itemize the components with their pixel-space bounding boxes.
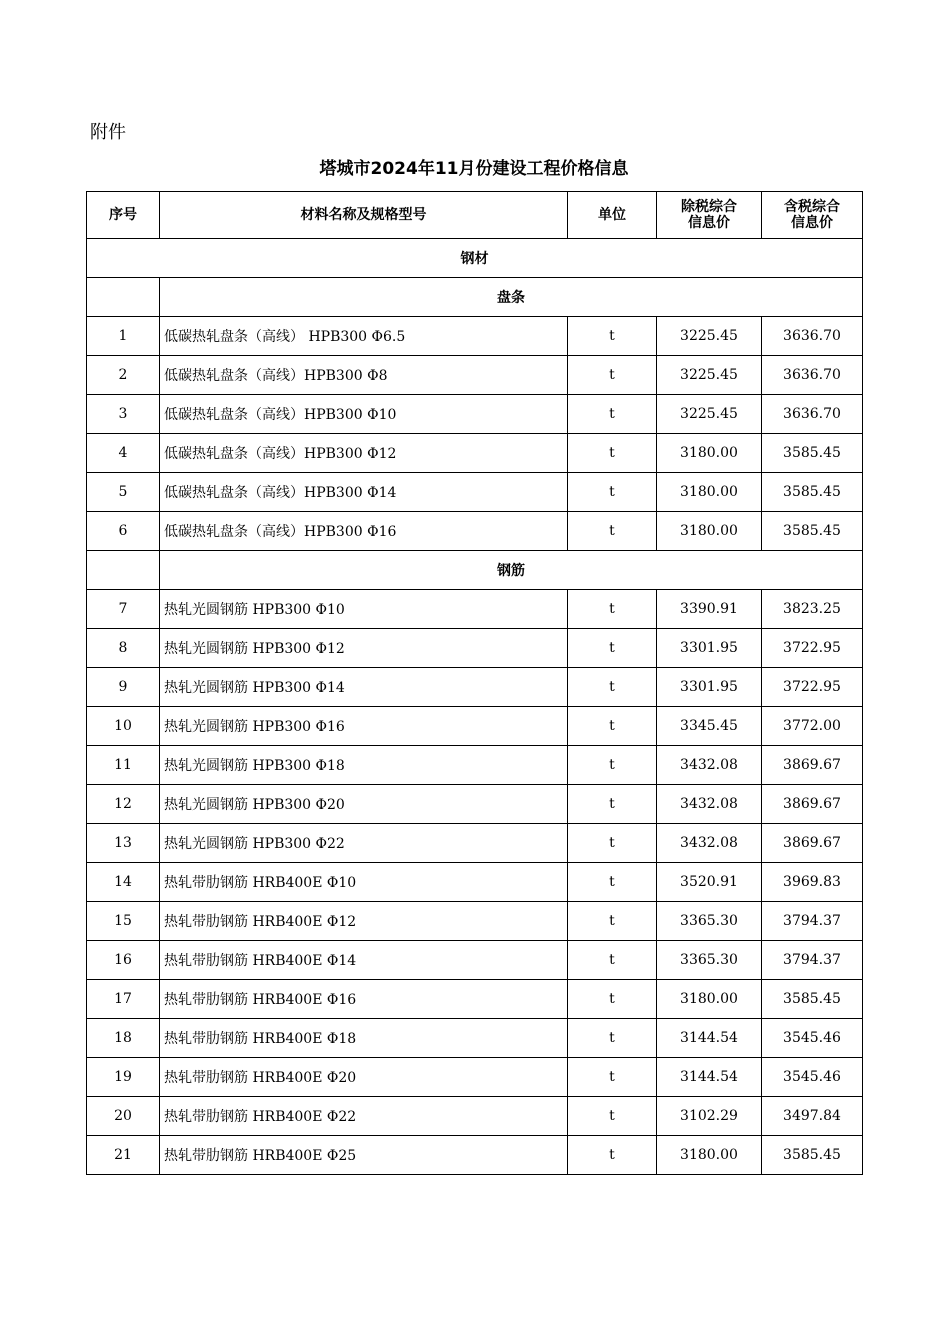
row-unit: t <box>568 1019 657 1058</box>
row-material-name: 热轧光圆钢筋 HPB300 Φ14 <box>160 668 568 707</box>
row-seq: 17 <box>87 980 160 1019</box>
header-incl-tax-price <box>762 192 863 239</box>
table-row <box>87 1136 863 1175</box>
row-seq: 12 <box>87 785 160 824</box>
row-excl-tax-price: 3225.45 <box>657 356 762 395</box>
row-material-name: 低碳热轧盘条（高线）HPB300 Φ12 <box>160 434 568 473</box>
group-row <box>87 551 863 590</box>
table-row <box>87 980 863 1019</box>
row-material-name: 热轧带肋钢筋 HRB400E Φ18 <box>160 1019 568 1058</box>
row-excl-tax-price: 3365.30 <box>657 941 762 980</box>
row-seq: 21 <box>87 1136 160 1175</box>
row-material-name: 低碳热轧盘条（高线） HPB300 Φ6.5 <box>160 317 568 356</box>
attachment-label: 附件 <box>90 122 126 143</box>
row-unit: t <box>568 434 657 473</box>
row-unit: t <box>568 824 657 863</box>
row-incl-tax-price: 3545.46 <box>762 1019 863 1058</box>
category-label: 钢材 <box>87 239 863 278</box>
row-seq: 9 <box>87 668 160 707</box>
table-row <box>87 434 863 473</box>
row-unit: t <box>568 746 657 785</box>
header-excl-tax-price <box>657 192 762 239</box>
row-incl-tax-price: 3585.45 <box>762 980 863 1019</box>
row-unit: t <box>568 629 657 668</box>
row-unit: t <box>568 941 657 980</box>
table-row <box>87 395 863 434</box>
row-incl-tax-price: 3545.46 <box>762 1058 863 1097</box>
table-row <box>87 707 863 746</box>
header-excl-tax-line1: 除税综合 <box>681 199 737 215</box>
row-material-name: 热轧带肋钢筋 HRB400E Φ14 <box>160 941 568 980</box>
table-row <box>87 785 863 824</box>
row-incl-tax-price: 3722.95 <box>762 629 863 668</box>
row-unit: t <box>568 356 657 395</box>
row-excl-tax-price: 3180.00 <box>657 512 762 551</box>
row-seq: 1 <box>87 317 160 356</box>
row-incl-tax-price: 3636.70 <box>762 356 863 395</box>
row-unit: t <box>568 473 657 512</box>
row-unit: t <box>568 863 657 902</box>
row-material-name: 热轧带肋钢筋 HRB400E Φ10 <box>160 863 568 902</box>
page-title: 塔城市2024年11月份建设工程价格信息 <box>319 159 629 179</box>
row-unit: t <box>568 668 657 707</box>
row-seq: 14 <box>87 863 160 902</box>
table-row <box>87 863 863 902</box>
row-unit: t <box>568 395 657 434</box>
row-incl-tax-price: 3869.67 <box>762 785 863 824</box>
row-seq: 8 <box>87 629 160 668</box>
row-excl-tax-price: 3102.29 <box>657 1097 762 1136</box>
table-row <box>87 668 863 707</box>
row-excl-tax-price: 3180.00 <box>657 434 762 473</box>
row-seq: 18 <box>87 1019 160 1058</box>
row-incl-tax-price: 3585.45 <box>762 512 863 551</box>
row-incl-tax-price: 3823.25 <box>762 590 863 629</box>
table-row <box>87 1058 863 1097</box>
header-incl-tax-line2: 信息价 <box>791 215 833 231</box>
row-seq: 2 <box>87 356 160 395</box>
row-seq: 13 <box>87 824 160 863</box>
row-excl-tax-price: 3301.95 <box>657 668 762 707</box>
row-excl-tax-price: 3225.45 <box>657 395 762 434</box>
table-header <box>87 192 863 239</box>
row-material-name: 热轧光圆钢筋 HPB300 Φ10 <box>160 590 568 629</box>
row-unit: t <box>568 512 657 551</box>
header-incl-tax-line1: 含税综合 <box>784 199 840 215</box>
row-unit: t <box>568 980 657 1019</box>
table-row <box>87 512 863 551</box>
row-material-name: 热轧光圆钢筋 HPB300 Φ22 <box>160 824 568 863</box>
table-row <box>87 902 863 941</box>
row-material-name: 热轧带肋钢筋 HRB400E Φ12 <box>160 902 568 941</box>
header-name: 材料名称及规格型号 <box>160 192 568 239</box>
row-incl-tax-price: 3497.84 <box>762 1097 863 1136</box>
row-incl-tax-price: 3585.45 <box>762 434 863 473</box>
row-unit: t <box>568 1136 657 1175</box>
row-excl-tax-price: 3144.54 <box>657 1058 762 1097</box>
row-seq: 19 <box>87 1058 160 1097</box>
row-material-name: 热轧带肋钢筋 HRB400E Φ25 <box>160 1136 568 1175</box>
row-seq: 6 <box>87 512 160 551</box>
row-material-name: 热轧光圆钢筋 HPB300 Φ16 <box>160 707 568 746</box>
row-excl-tax-price: 3225.45 <box>657 317 762 356</box>
row-excl-tax-price: 3180.00 <box>657 1136 762 1175</box>
row-incl-tax-price: 3969.83 <box>762 863 863 902</box>
category-row <box>87 239 863 278</box>
table-row <box>87 941 863 980</box>
row-excl-tax-price: 3390.91 <box>657 590 762 629</box>
row-incl-tax-price: 3722.95 <box>762 668 863 707</box>
row-material-name: 热轧光圆钢筋 HPB300 Φ12 <box>160 629 568 668</box>
table-row <box>87 746 863 785</box>
row-incl-tax-price: 3636.70 <box>762 395 863 434</box>
table-row <box>87 317 863 356</box>
table-row <box>87 629 863 668</box>
header-excl-tax-line2: 信息价 <box>688 215 730 231</box>
row-excl-tax-price: 3345.45 <box>657 707 762 746</box>
row-material-name: 热轧光圆钢筋 HPB300 Φ20 <box>160 785 568 824</box>
row-unit: t <box>568 1097 657 1136</box>
row-incl-tax-price: 3794.37 <box>762 902 863 941</box>
row-unit: t <box>568 785 657 824</box>
row-material-name: 低碳热轧盘条（高线）HPB300 Φ16 <box>160 512 568 551</box>
row-seq: 15 <box>87 902 160 941</box>
row-unit: t <box>568 590 657 629</box>
row-material-name: 热轧带肋钢筋 HRB400E Φ22 <box>160 1097 568 1136</box>
table-body <box>87 239 863 1175</box>
row-incl-tax-price: 3794.37 <box>762 941 863 980</box>
header-unit: 单位 <box>568 192 657 239</box>
row-unit: t <box>568 707 657 746</box>
row-seq: 16 <box>87 941 160 980</box>
row-material-name: 低碳热轧盘条（高线）HPB300 Φ10 <box>160 395 568 434</box>
row-incl-tax-price: 3869.67 <box>762 746 863 785</box>
row-excl-tax-price: 3432.08 <box>657 824 762 863</box>
header-seq: 序号 <box>87 192 160 239</box>
row-material-name: 热轧带肋钢筋 HRB400E Φ20 <box>160 1058 568 1097</box>
row-incl-tax-price: 3585.45 <box>762 473 863 512</box>
row-seq: 7 <box>87 590 160 629</box>
row-unit: t <box>568 1058 657 1097</box>
row-seq: 3 <box>87 395 160 434</box>
row-seq: 4 <box>87 434 160 473</box>
row-seq: 20 <box>87 1097 160 1136</box>
group-seq-blank <box>87 278 160 317</box>
row-seq: 10 <box>87 707 160 746</box>
table-row <box>87 1019 863 1058</box>
row-seq: 11 <box>87 746 160 785</box>
row-seq: 5 <box>87 473 160 512</box>
row-material-name: 低碳热轧盘条（高线）HPB300 Φ8 <box>160 356 568 395</box>
row-material-name: 热轧带肋钢筋 HRB400E Φ16 <box>160 980 568 1019</box>
row-excl-tax-price: 3432.08 <box>657 746 762 785</box>
row-incl-tax-price: 3585.45 <box>762 1136 863 1175</box>
group-label: 钢筋 <box>160 551 863 590</box>
row-excl-tax-price: 3180.00 <box>657 980 762 1019</box>
row-excl-tax-price: 3520.91 <box>657 863 762 902</box>
table-row <box>87 356 863 395</box>
row-excl-tax-price: 3144.54 <box>657 1019 762 1058</box>
row-material-name: 低碳热轧盘条（高线）HPB300 Φ14 <box>160 473 568 512</box>
row-excl-tax-price: 3432.08 <box>657 785 762 824</box>
row-excl-tax-price: 3365.30 <box>657 902 762 941</box>
row-excl-tax-price: 3301.95 <box>657 629 762 668</box>
row-incl-tax-price: 3869.67 <box>762 824 863 863</box>
group-label: 盘条 <box>160 278 863 317</box>
row-incl-tax-price: 3772.00 <box>762 707 863 746</box>
table-row <box>87 824 863 863</box>
group-seq-blank <box>87 551 160 590</box>
group-row <box>87 278 863 317</box>
row-unit: t <box>568 317 657 356</box>
row-incl-tax-price: 3636.70 <box>762 317 863 356</box>
row-unit: t <box>568 902 657 941</box>
table-row <box>87 473 863 512</box>
table-row <box>87 590 863 629</box>
row-material-name: 热轧光圆钢筋 HPB300 Φ18 <box>160 746 568 785</box>
row-excl-tax-price: 3180.00 <box>657 473 762 512</box>
table-row <box>87 1097 863 1136</box>
price-table <box>86 191 863 1175</box>
